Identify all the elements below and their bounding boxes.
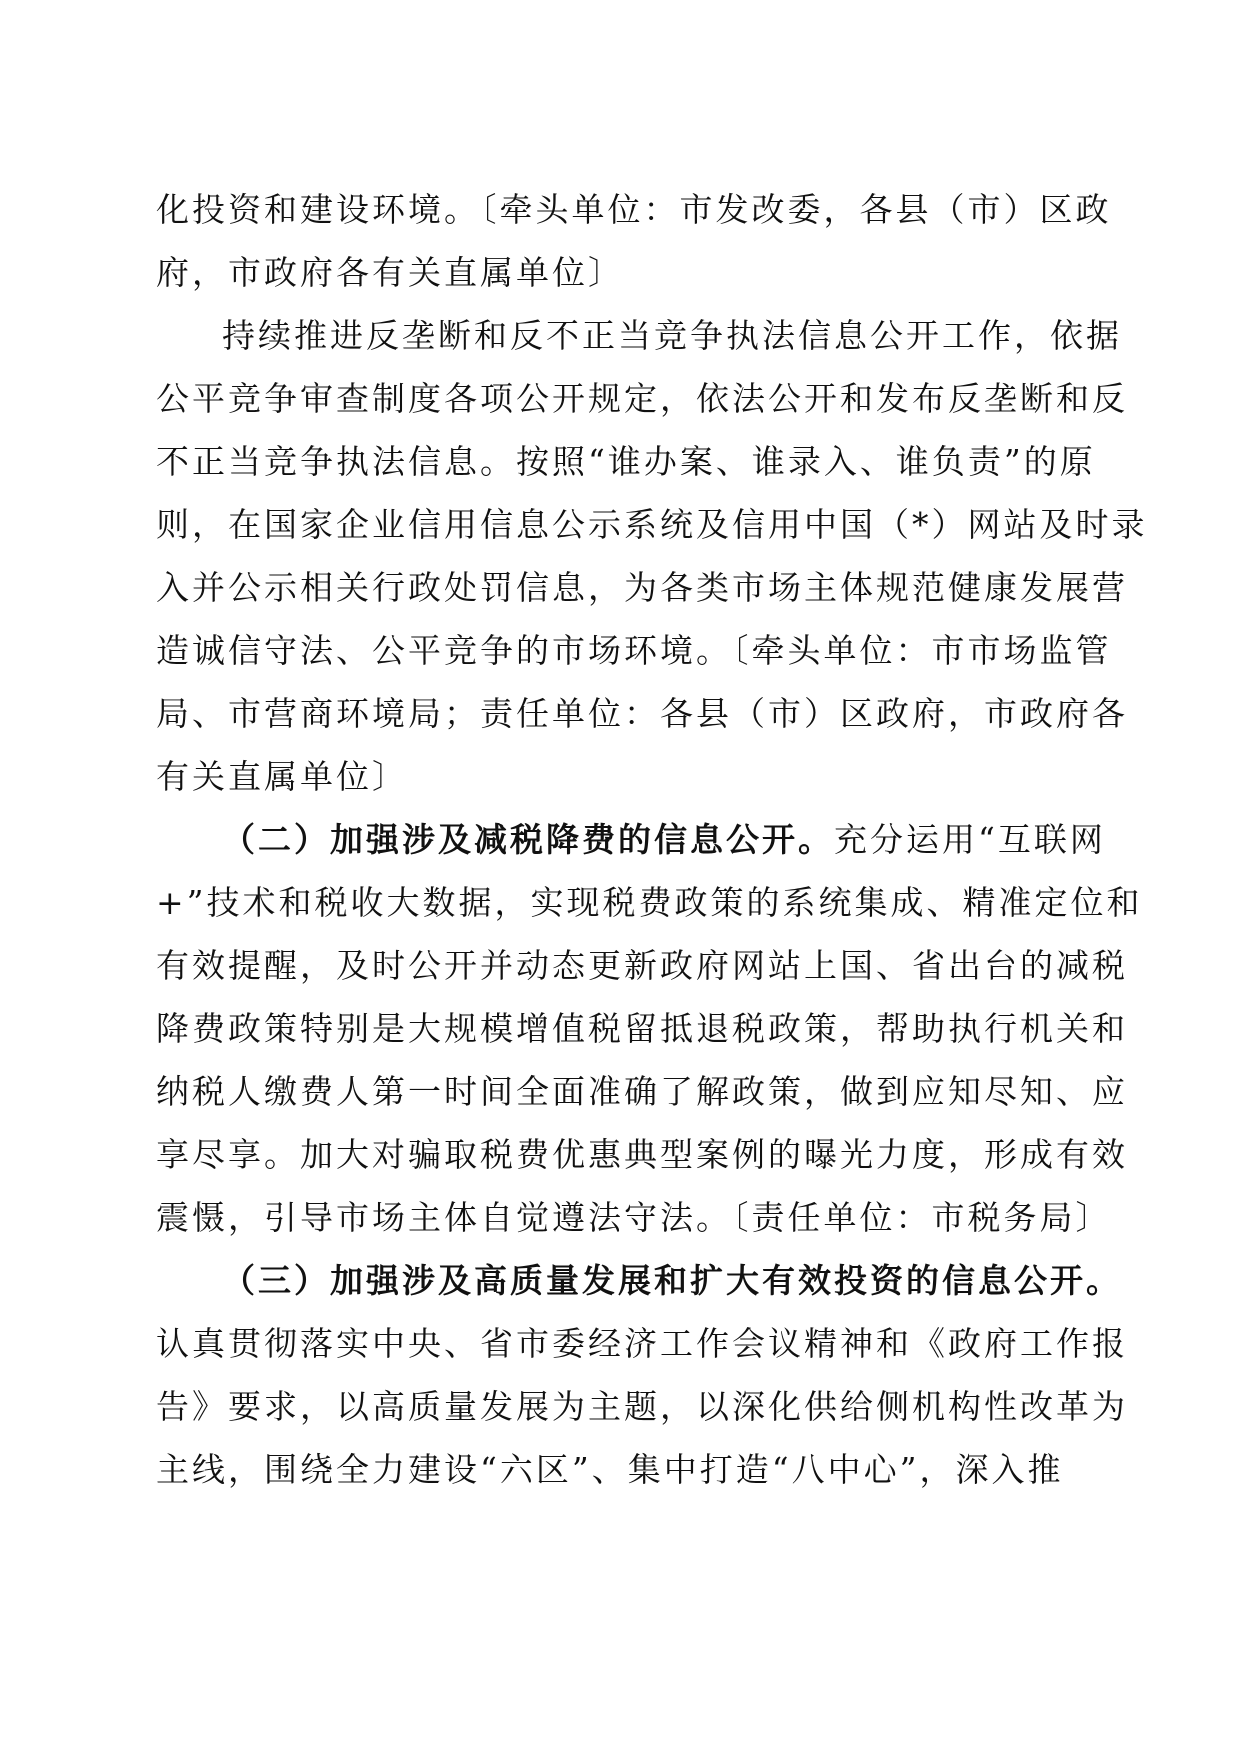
paragraph-3-line-2: +”技术和税收大数据，实现税费政策的系统集成、精准定位和	[156, 883, 1143, 922]
section-heading-3: （三）加强涉及高质量发展和扩大有效投资的信息公开。	[222, 1261, 1122, 1300]
paragraph-2-line-5: 入并公示相关行政处罚信息，为各类市场主体规范健康发展营	[156, 568, 1128, 607]
paragraph-2-line-4: 则，在国家企业信用信息公示系统及信用中国（*）网站及时录	[156, 505, 1148, 544]
paragraph-3-line-3: 有效提醒，及时公开并动态更新政府网站上国、省出台的减税	[156, 946, 1128, 985]
paragraph-1-line-1: 化投资和建设环境。〔牵头单位：市发改委，各县（市）区政	[156, 190, 1112, 229]
paragraph-2-line-2: 公平竞争审查制度各项公开规定，依法公开和发布反垄断和反	[156, 379, 1128, 418]
paragraph-3-line-4: 降费政策特别是大规模增值税留抵退税政策，帮助执行机关和	[156, 1009, 1128, 1048]
paragraph-2-line-7: 局、市营商环境局；责任单位：各县（市）区政府，市政府各	[156, 694, 1128, 733]
paragraph-3-line-7: 震慑，引导市场主体自觉遵法守法。〔责任单位：市税务局〕	[156, 1198, 1112, 1237]
paragraph-3-line-1-rest: 充分运用“互联网	[834, 820, 1106, 859]
paragraph-3-line-1	[222, 809, 1106, 871]
paragraph-2-line-1: 持续推进反垄断和反不正当竞争执法信息公开工作，依据	[222, 316, 1122, 355]
paragraph-2-line-3: 不正当竞争执法信息。按照“谁办案、谁录入、谁负责”的原	[156, 442, 1096, 481]
paragraph-3-line-6: 享尽享。加大对骗取税费优惠典型案例的曝光力度，形成有效	[156, 1135, 1128, 1174]
paragraph-4-line-2: 告》要求，以高质量发展为主题，以深化供给侧机构性改革为	[156, 1387, 1128, 1426]
paragraph-4-line-1: 认真贯彻落实中央、省市委经济工作会议精神和《政府工作报	[156, 1324, 1128, 1363]
paragraph-2-line-6: 造诚信守法、公平竞争的市场环境。〔牵头单位：市市场监管	[156, 631, 1112, 670]
paragraph-1-line-2: 府，市政府各有关直属单位〕	[156, 253, 624, 292]
paragraph-3-line-5: 纳税人缴费人第一时间全面准确了解政策，做到应知尽知、应	[156, 1072, 1128, 1111]
paragraph-4-line-3: 主线，围绕全力建设“六区”、集中打造“八中心”，深入推	[156, 1450, 1064, 1489]
paragraph-2-line-8: 有关直属单位〕	[156, 757, 408, 796]
section-heading-2: （二）加强涉及减税降费的信息公开。	[222, 820, 834, 859]
